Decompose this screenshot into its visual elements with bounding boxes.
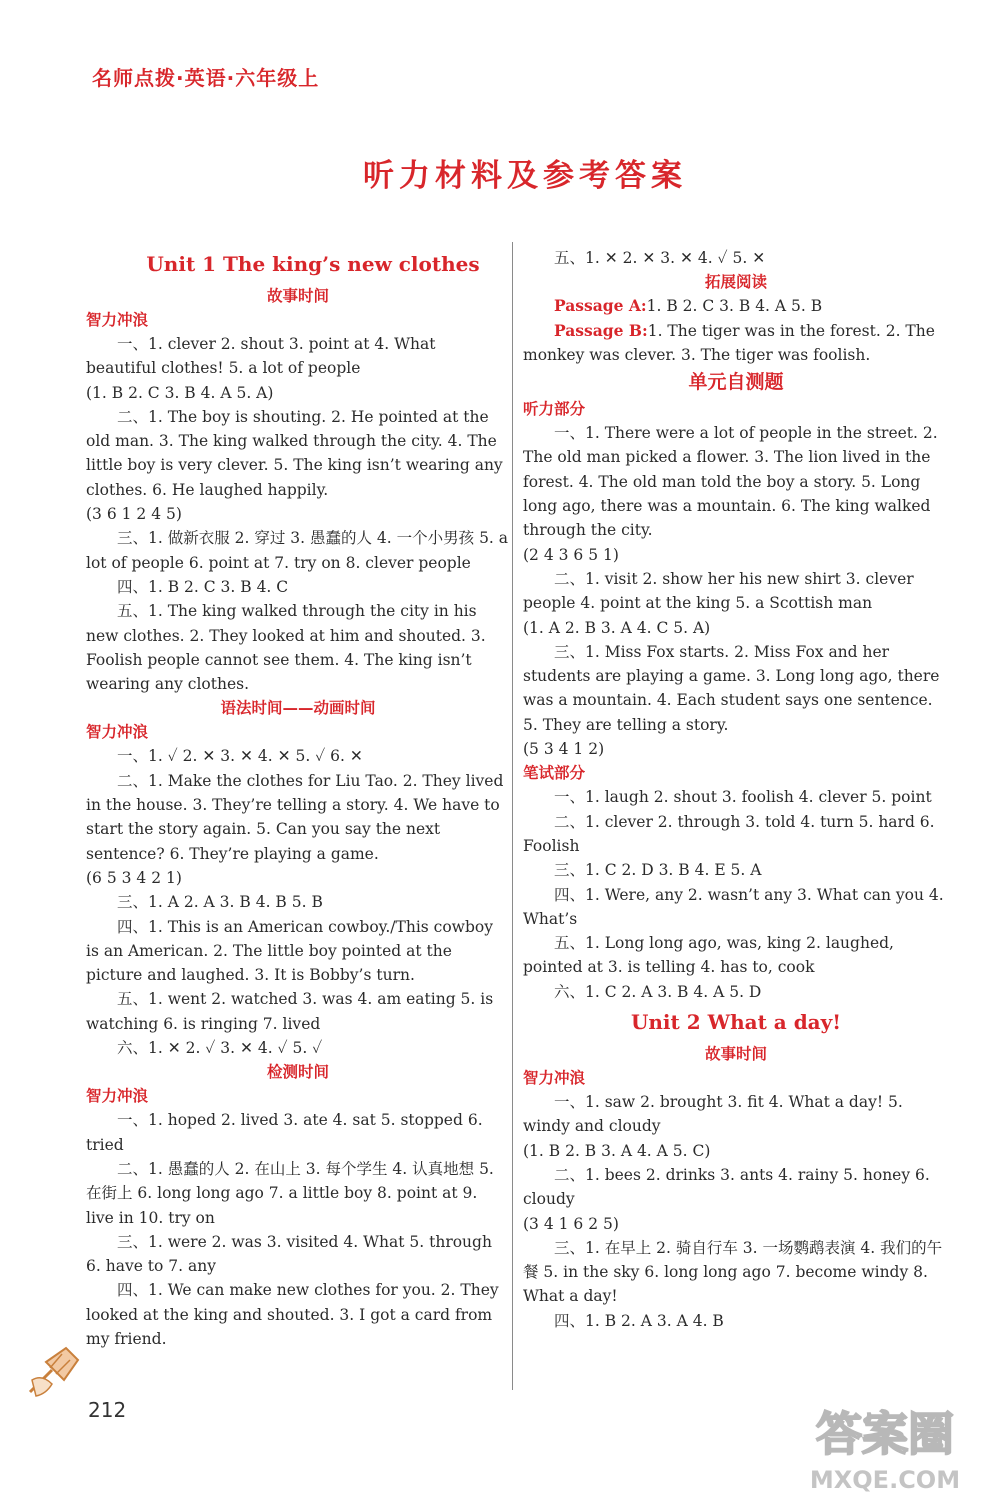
subsection-label: 智力冲浪	[86, 311, 149, 329]
answer-line: 四、1. Were, any 2. wasn’t any 3. What can you 4. What’s	[523, 885, 944, 928]
unit1-title: Unit 1 The king’s new clothes	[146, 252, 480, 276]
answer-line: (5 3 4 1 2)	[523, 740, 605, 759]
answer-line: (3 6 1 2 4 5)	[86, 505, 182, 524]
answer-line: 三、1. Miss Fox starts. 2. Miss Fox and her students are playing a game. 3. Long long ago, there was a mountain. 4. Each student says one sentence. 5. They are telling a story.	[523, 642, 940, 734]
section-extended-reading: 拓展阅读	[704, 273, 767, 292]
passage-a-label: Passage A:	[554, 296, 647, 316]
passage-a-answers	[523, 294, 949, 318]
section-unit-test: 单元自测题	[688, 371, 784, 394]
column-divider	[512, 242, 513, 1390]
answer-line: 五、1. The king walked through the city in his new clothes. 2. They looked at him and shouted. 3. Foolish people cannot see them. 4. The king isn’t wearing any clothes.	[86, 602, 486, 694]
subsection-written: 笔试部分	[523, 764, 586, 783]
answer-line: 六、1. C 2. A 3. B 4. A 5. D	[554, 982, 762, 1001]
answer-line: (3 4 1 6 2 5)	[523, 1214, 619, 1233]
svg-text:MXQE.COM: MXQE.COM	[809, 1466, 961, 1494]
answer-line: 二、1. The boy is shouting. 2. He pointed at the old man. 3. The king walked through the city. 4. The little boy is very clever. 5. The king isn’t wearing any clothes. 6. He laughed happily.	[86, 407, 503, 499]
answer-line: 六、1. ✕ 2. ✓ 3. ✕ 4. ✓ 5. ✓	[117, 1039, 323, 1058]
book-title: 名师点拨·英语·六年级上	[92, 66, 320, 90]
answer-line: (1. B 2. B 3. A 4. A 5. C)	[523, 1141, 711, 1160]
section-story-time: 故事时间	[266, 287, 329, 305]
answer-line: 三、1. 做新衣服 2. 穿过 3. 愚蠢的人 4. 一个小男孩 5. a lot of people 6. point at 7. try on 8. clever people	[86, 529, 509, 572]
answer-line: (1. A 2. B 3. A 4. C 5. A)	[523, 618, 711, 637]
passage-a-text: 1. B 2. C 3. B 4. A 5. B	[646, 297, 823, 316]
answer-line: (1. B 2. C 3. B 4. A 5. A)	[86, 383, 274, 402]
answer-line: 一、1. clever 2. shout 3. point at 4. What beautiful clothes! 5. a lot of people	[86, 335, 436, 378]
pushpin-logo-icon	[22, 1340, 86, 1400]
left-column	[86, 246, 510, 1351]
subsection-label: 智力冲浪	[86, 723, 149, 742]
answer-line: 三、1. C 2. D 3. B 4. E 5. A	[554, 861, 762, 880]
subsection-label: 智力冲浪	[523, 1069, 586, 1088]
answer-line: (2 4 3 6 5 1)	[523, 545, 619, 564]
unit2-title: Unit 2 What a day!	[630, 1010, 842, 1035]
passage-b-answers	[523, 319, 949, 368]
answer-line: 一、1. ✓ 2. ✕ 3. ✕ 4. ✕ 5. ✓ 6. ✕	[117, 747, 363, 766]
answer-line: 二、1. Make the clothes for Liu Tao. 2. They lived in the house. 3. They’re telling a story. 4. We have to start the story again. 5. Can you say the next sentence? 6. They’re playing a game.	[86, 771, 504, 863]
subsection-listening: 听力部分	[523, 400, 586, 419]
answer-line: 五、1. Long long ago, was, king 2. laughed, pointed at 3. is telling 4. has to, cook	[523, 934, 894, 977]
passage-b-label: Passage B:	[554, 320, 648, 340]
section-story-time-2: 故事时间	[704, 1045, 767, 1064]
answer-line: 一、1. hoped 2. lived 3. ate 4. sat 5. stopped 6. tried	[86, 1111, 483, 1154]
answer-line: 二、1. clever 2. through 3. told 4. turn 5. hard 6. Foolish	[523, 812, 935, 855]
answer-line: 四、1. We can make new clothes for you. 2. They looked at the king and shouted. 3. I got a card from my friend.	[86, 1281, 499, 1348]
answer-line: 三、1. were 2. was 3. visited 4. What 5. through 6. have to 7. any	[86, 1232, 492, 1276]
answer-line: 一、1. laugh 2. shout 3. foolish 4. clever 5. point	[554, 788, 932, 807]
subsection-label: 智力冲浪	[86, 1087, 149, 1106]
answer-line: 一、1. There were a lot of people in the street. 2. The old man picked a flower. 3. The lion lived in the forest. 4. The old man told the boy a story. 5. Long long ago, there was a mountain. 6. The king walked through the city.	[523, 424, 938, 540]
passage-b-text: 1. The tiger was in the forest. 2. The monkey was clever. 3. The tiger was foolish.	[523, 321, 935, 364]
svg-text:答案圈: 答案圈	[816, 1407, 954, 1461]
answer-line: (6 5 3 4 2 1)	[86, 868, 182, 887]
answer-line: 二、1. visit 2. show her his new shirt 3. clever people 4. point at the king 5. a Scottish man	[523, 569, 914, 613]
right-column	[523, 246, 949, 1333]
section-grammar-time: 语法时间——动画时间	[220, 699, 376, 718]
answer-line: 一、1. saw 2. brought 3. fit 4. What a day! 5. windy and cloudy	[523, 1093, 903, 1136]
answer-line: 二、1. bees 2. drinks 3. ants 4. rainy 5. honey 6. cloudy	[523, 1165, 930, 1209]
section-check-time: 检测时间	[266, 1063, 329, 1082]
answer-line: 四、1. B 2. C 3. B 4. C	[117, 577, 289, 596]
answer-line: 四、1. B 2. A 3. A 4. B	[554, 1311, 724, 1330]
answer-line: 三、1. 在早上 2. 骑自行车 3. 一场鹦鹉表演 4. 我们的午餐 5. in the sky 6. long long ago 7. become windy 8. What a day!	[523, 1238, 943, 1306]
answer-line: 五、1. went 2. watched 3. was 4. am eating 5. is watching 6. is ringing 7. lived	[86, 990, 494, 1033]
watermark-logo-icon	[780, 1398, 990, 1498]
answer-line: 四、1. This is an American cowboy./This cowboy is an American. 2. The little boy pointed at the picture and laughed. 3. It is Bobby’s turn.	[86, 917, 493, 985]
answer-line: 五、1. ✕ 2. ✕ 3. ✕ 4. ✓ 5. ✕	[554, 249, 766, 267]
answer-line: 二、1. 愚蠢的人 2. 在山上 3. 每个学生 4. 认真地想 5. 在街上 6. long long ago 7. a little boy 8. point at 9. live in 10. try on	[86, 1159, 494, 1227]
page-number: 212	[88, 1398, 127, 1422]
answer-line: 三、1. A 2. A 3. B 4. B 5. B	[117, 893, 323, 912]
page-title: 听力材料及参考答案	[363, 158, 687, 194]
